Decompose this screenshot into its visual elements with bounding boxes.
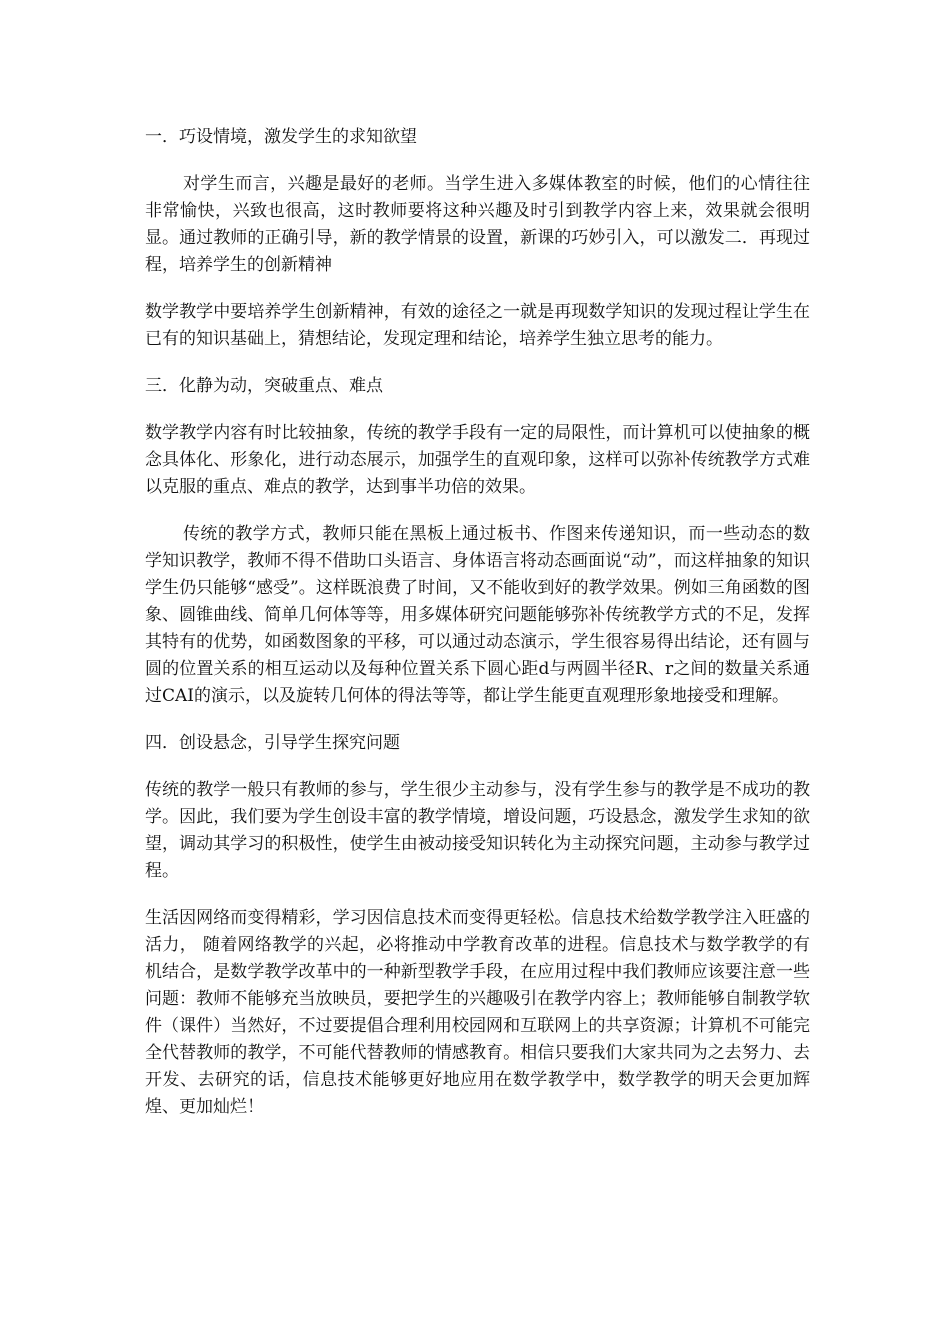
paragraph-3: 数学教学内容有时比较抽象，传统的教学手段有一定的局限性，而计算机可以使抽象的概念具体化、形象化，进行动态展示，加强学生的直观印象，这样可以弥补传统教学方式难以克服的重点、难点的教学，达到事半功倍的效果。 <box>145 423 810 497</box>
section-heading-4: 四．创设悬念，引导学生探究问题 <box>145 733 400 753</box>
paragraph-4: 传统的教学方式，教师只能在黑板上通过板书、作图来传递知识，而一些动态的数学知识教学，教师不得不借助口头语言、身体语言将动态画面说“动”，而这样抽象的知识学生仍只能够“感受”。这样既浪费了时间，又不能收到好的教学效果。例如三角函数的图象、圆锥曲线、简单几何体等等，用多媒体研究问题能够弥补传统教学方式的不足，发挥其特有的优势，如函数图象的平移，可以通过动态演示，学生很容易得出结论，还有圆与圆的位置关系的相互运动以及每种位置关系下圆心距d与两圆半径R、r之间的数量关系通过CAI的演示，以及旋转几何体的得法等等，都让学生能更直观理形象地接受和理解。 <box>145 524 810 706</box>
paragraph-5: 传统的教学一般只有教师的参与，学生很少主动参与，没有学生参与的教学是不成功的教学。因此，我们要为学生创设丰富的教学情境，增设问题，巧设悬念，激发学生求知的欲望，调动其学习的积极性，使学生由被动接受知识转化为主动探究问题，主动参与教学过程。 <box>145 780 810 881</box>
document-body <box>145 124 810 1121</box>
paragraph-1: 对学生而言，兴趣是最好的老师。当学生进入多媒体教室的时候，他们的心情往往非常愉快，兴致也很高，这时教师要将这种兴趣及时引到教学内容上来，效果就会很明显。通过教师的正确引导，新的教学情景的设置，新课的巧妙引入，可以激发二．再现过程，培养学生的创新精神 <box>145 174 810 275</box>
section-heading-1: 一．巧设情境，激发学生的求知欲望 <box>145 127 417 147</box>
paragraph-6: 生活因网络而变得精彩，学习因信息技术而变得更轻松。信息技术给数学教学注入旺盛的活力， 随着网络教学的兴起，必将推动中学教育改革的进程。信息技术与数学教学的有机结合，是数学教学改革中的一种新型教学手段，在应用过程中我们教师应该要注意一些问题：教师不能够充当放映员，要把学生的兴趣吸引在教学内容上；教师能够自制教学软件（课件）当然好，不过要提倡合理利用校园网和互联网上的共享资源；计算机不可能完全代替教师的教学，不可能代替教师的情感教育。相信只要我们大家共同为之去努力、去开发、去研究的话，信息技术能够更好地应用在数学教学中，数学教学的明天会更加辉煌、更加灿烂！ <box>145 908 810 1117</box>
section-heading-3: 三．化静为动，突破重点、难点 <box>145 376 383 396</box>
paragraph-2: 数学教学中要培养学生创新精神，有效的途径之一就是再现数学知识的发现过程让学生在已有的知识基础上，猜想结论，发现定理和结论，培养学生独立思考的能力。 <box>145 302 810 349</box>
